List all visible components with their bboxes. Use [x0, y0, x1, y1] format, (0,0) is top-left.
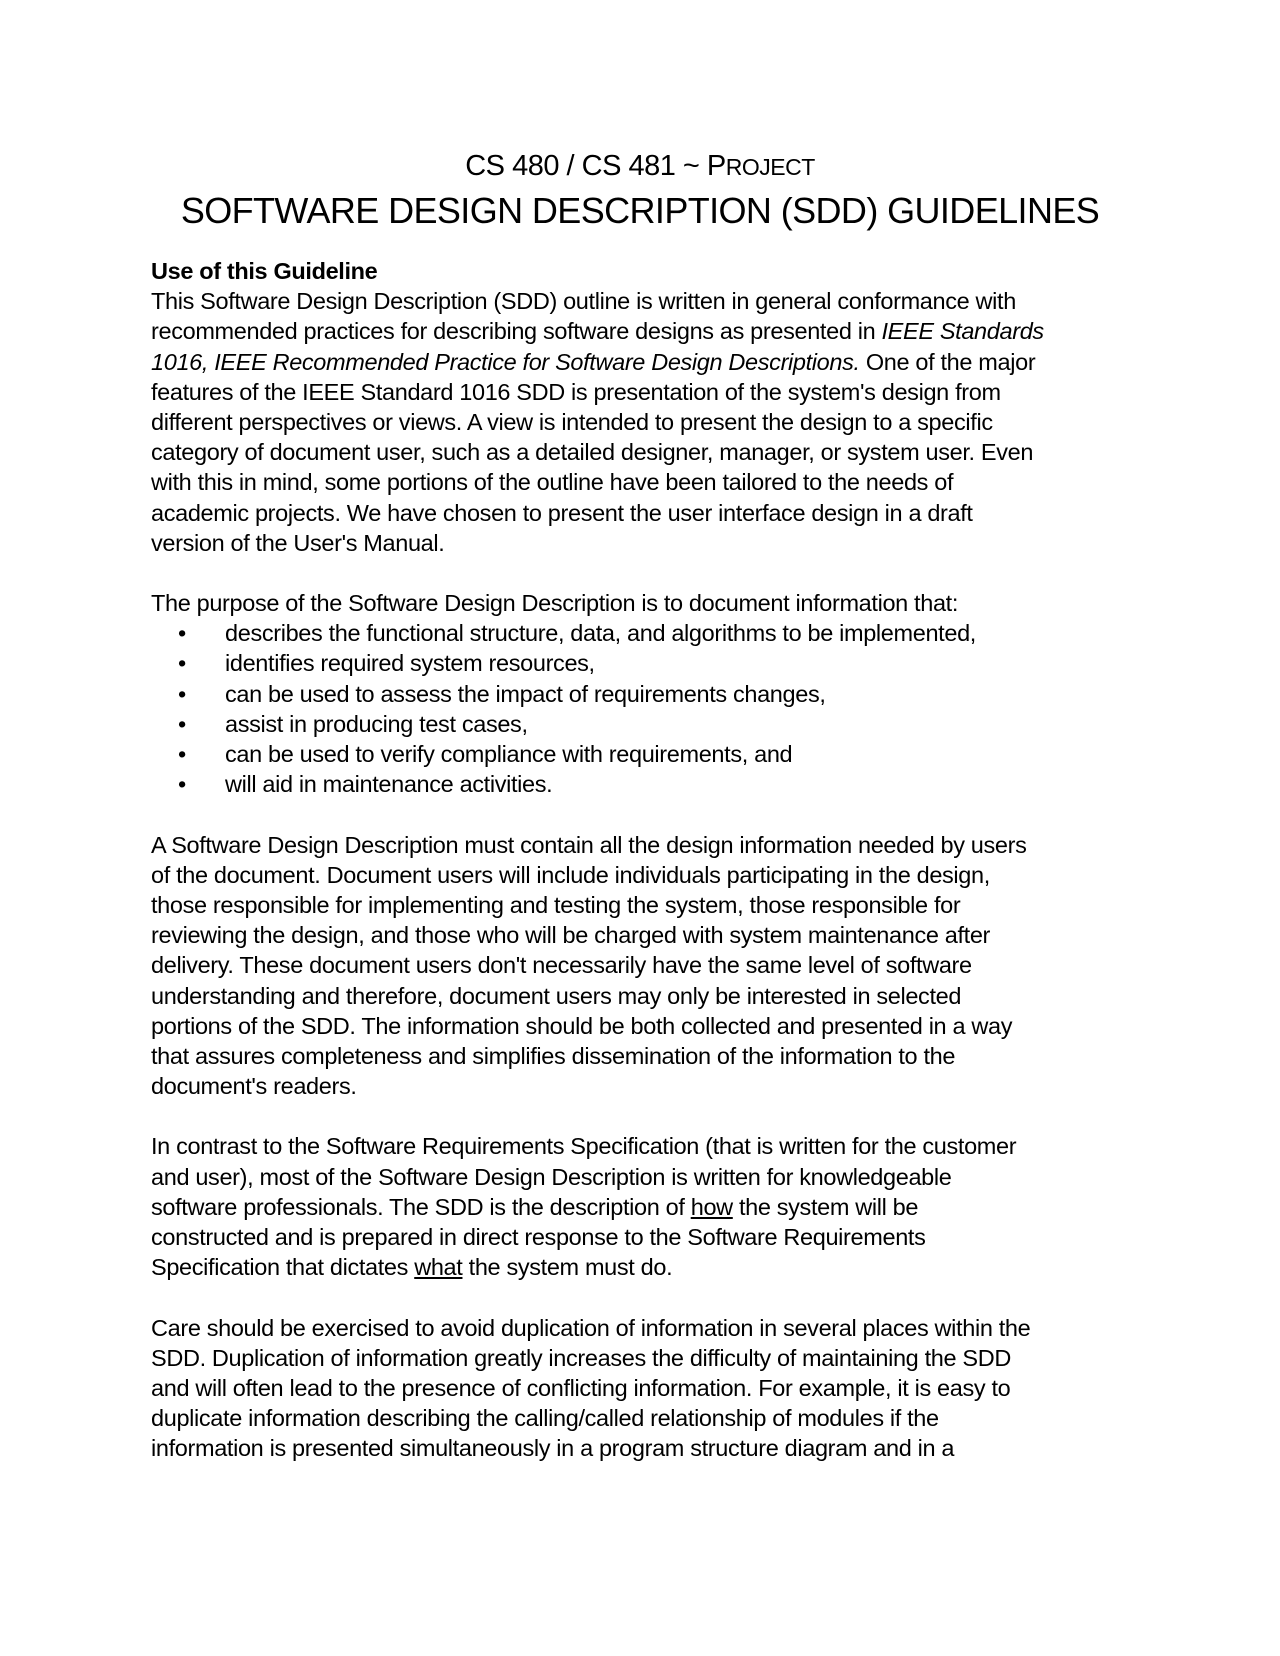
list-item: • identifies required system resources, [151, 648, 1151, 678]
text-line: recommended practices for describing software designs as presented in IEEE Standards [151, 318, 1044, 345]
purpose-list [151, 618, 1151, 799]
list-item: • describes the functional structure, data, and algorithms to be implemented, [151, 618, 1151, 648]
text-line: duplicate information describing the calling/called relationship of modules if the [151, 1405, 939, 1432]
text-line: constructed and is prepared in direct response to the Software Requirements [151, 1224, 926, 1250]
bullet-icon: • [178, 741, 186, 767]
list-item: • can be used to assess the impact of requirements changes, [151, 679, 1151, 709]
list-item: • will aid in maintenance activities. [151, 769, 1151, 799]
text-line: those responsible for implementing and testing the system, those responsible for [151, 891, 961, 918]
text-line: portions of the SDD. The information should be both collected and presented in a way [151, 1012, 1013, 1039]
text-line: category of document user, such as a detailed designer, manager, or system user. Even [151, 439, 1034, 466]
text-line: with this in mind, some portions of the outline have been tailored to the needs of [151, 469, 954, 496]
text-line: Care should be exercised to avoid duplication of information in several places within the [151, 1314, 1031, 1341]
text-line: delivery. These document users don't necessarily have the same level of software [151, 952, 972, 979]
text-line: In contrast to the Software Requirements Specification (that is written for the customer [151, 1133, 1017, 1160]
text-line: SDD. Duplication of information greatly increases the difficulty of maintaining the SDD [151, 1344, 1011, 1371]
text-line: This Software Design Description (SDD) outline is written in general conformance with [151, 288, 1016, 315]
text-line: understanding and therefore, document users may only be interested in selected [151, 982, 962, 1009]
text-line: different perspectives or views. A view is intended to present the design to a specific [151, 408, 993, 435]
paragraph-contrast [151, 1131, 1151, 1282]
purpose-intro: The purpose of the Software Design Description is to document information that: [151, 590, 959, 617]
paragraph-users [151, 830, 1151, 1102]
text-line: Specification that dictates what the system must do. [151, 1254, 673, 1281]
bullet-icon: • [178, 710, 186, 737]
paragraph-intro [151, 286, 1151, 558]
text-line: that assures completeness and simplifies dissemination of the information to the [151, 1042, 956, 1069]
ieee-reference: 1016, IEEE Recommended Practice for Software Design Descriptions. [151, 348, 860, 375]
text-line: 1016, IEEE Recommended Practice for Software Design Descriptions. One of the major [151, 348, 1036, 375]
text-line: version of the User's Manual. [151, 529, 445, 556]
bullet-icon: • [178, 650, 186, 677]
emphasis-how: how [690, 1193, 733, 1220]
course-line-smallcaps: ROJECT [725, 154, 815, 180]
document-title: SOFTWARE DESIGN DESCRIPTION (SDD) GUIDELINES [180, 190, 1100, 231]
section-heading: Use of this Guideline [151, 258, 378, 284]
text-line: academic projects. We have chosen to present the user interface design in a draft [151, 499, 973, 526]
bullet-icon: • [178, 620, 186, 647]
bullet-icon: • [178, 680, 186, 707]
text-line: information is presented simultaneously in a program structure diagram and in a [151, 1435, 955, 1462]
text-line: document's readers. [151, 1073, 357, 1100]
list-item: • assist in producing test cases, [151, 709, 1151, 739]
course-line: CS 480 / CS 481 ~ P [465, 150, 726, 182]
text-line: and user), most of the Software Design Description is written for knowledgeable [151, 1163, 952, 1190]
bullet-icon: • [178, 771, 186, 798]
emphasis-what: what [414, 1254, 463, 1281]
text-line: A Software Design Description must contain all the design information needed by users [151, 831, 1027, 858]
ieee-reference: IEEE Standards [881, 318, 1044, 345]
text-line: and will often lead to the presence of conflicting information. For example, it is easy to [151, 1374, 1011, 1401]
text-line: reviewing the design, and those who will be charged with system maintenance after [151, 922, 991, 949]
paragraph-duplication [151, 1313, 1151, 1464]
list-item: • can be used to verify compliance with requirements, and [151, 739, 1151, 769]
text-line: software professionals. The SDD is the description of how the system will be [151, 1193, 919, 1220]
text-line: features of the IEEE Standard 1016 SDD is presentation of the system's design from [151, 378, 1001, 405]
document-body [151, 256, 1151, 1464]
text-line: of the document. Document users will include individuals participating in the design, [151, 861, 990, 888]
course-title [0, 150, 1280, 183]
